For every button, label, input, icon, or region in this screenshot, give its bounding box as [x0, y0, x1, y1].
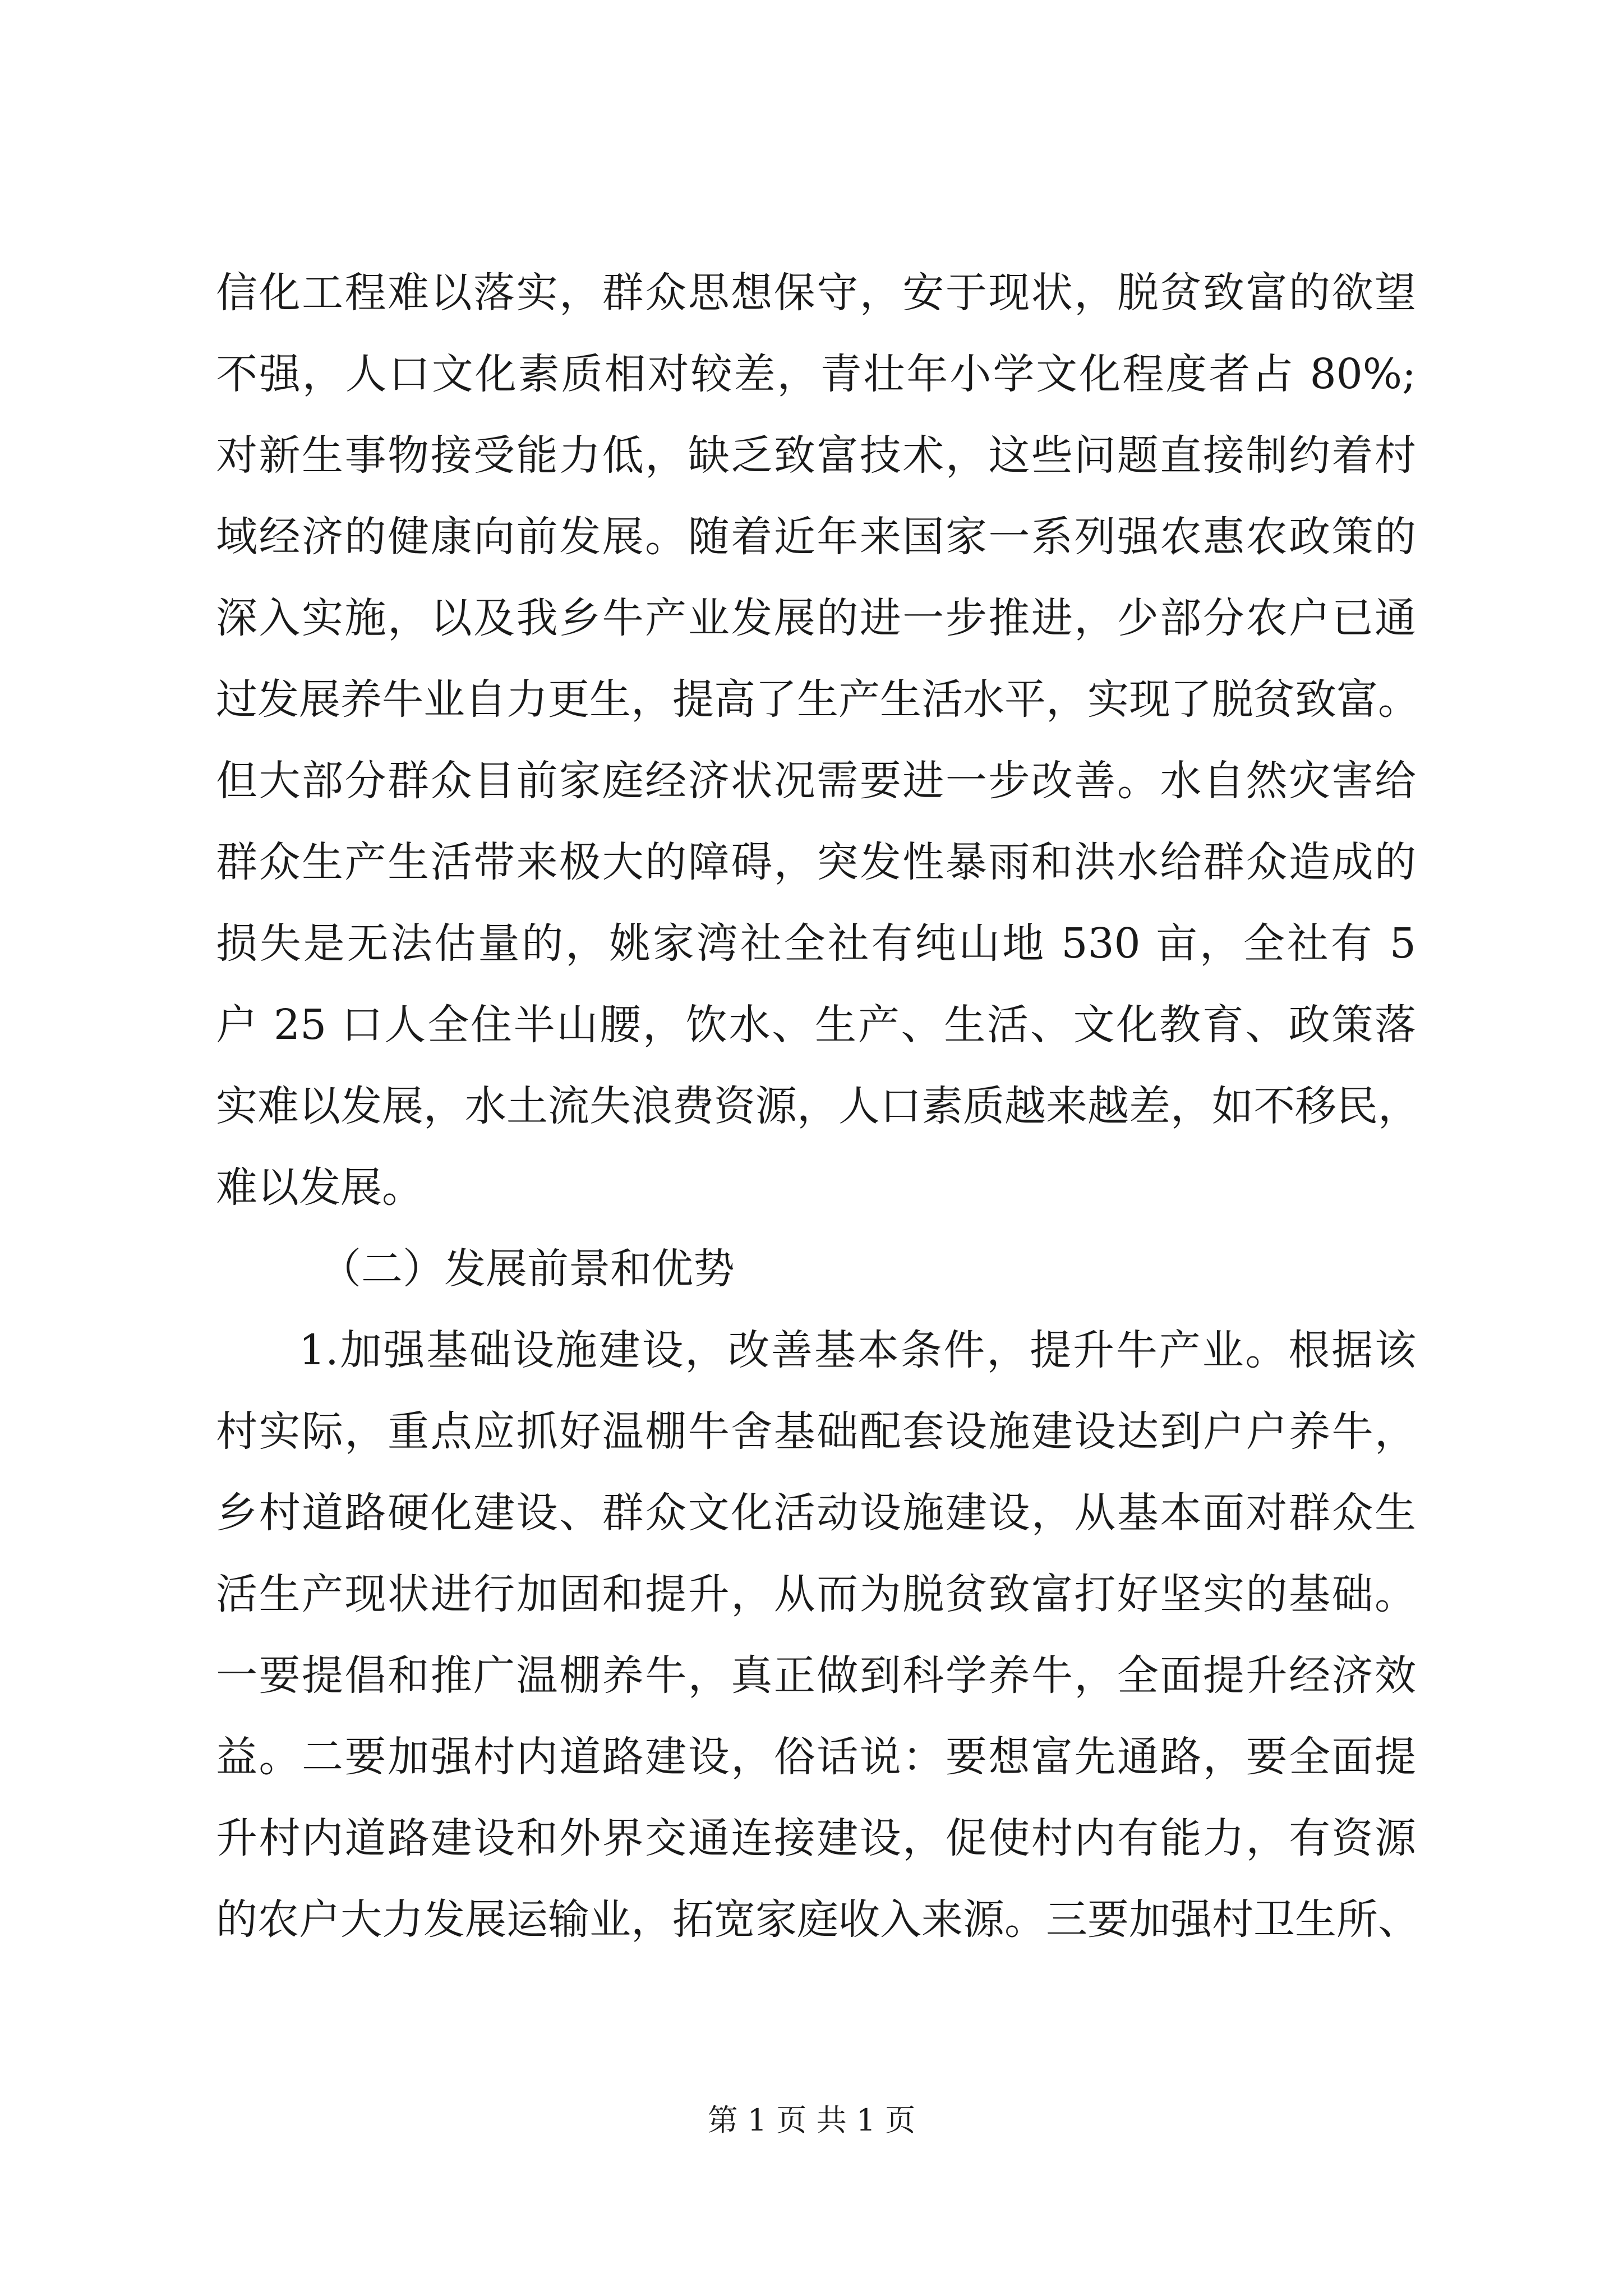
text-line: 活生产现状进行加固和提升，从而为脱贫致富打好坚实的基础。: [216, 1570, 1416, 1618]
text-line: 益。二要加强村内道路建设，俗话说：要想富先通路，要全面提: [216, 1733, 1416, 1781]
text-line: 乡村道路硬化建设、群众文化活动设施建设，从基本面对群众生: [216, 1489, 1416, 1537]
text-line: 1.加强基础设施建设，改善基本条件，提升牛产业。根据该: [299, 1326, 1416, 1374]
text-line: 升村内道路建设和外界交通连接建设，促使村内有能力，有资源: [216, 1814, 1416, 1862]
text-line: 损失是无法估量的，姚家湾社全社有纯山地 530 亩，全社有 5: [216, 919, 1416, 968]
text-line: 群众生产生活带来极大的障碍，突发性暴雨和洪水给群众造成的: [216, 838, 1416, 886]
text-line: 域经济的健康向前发展。随着近年来国家一系列强农惠农政策的: [216, 513, 1416, 561]
text-line: 难以发展。: [216, 1163, 423, 1212]
text-line: 深入实施，以及我乡牛产业发展的进一步推进，少部分农户已通: [216, 594, 1416, 642]
section-heading: （二）发展前景和优势: [320, 1245, 735, 1293]
text-line: 的农户大力发展运输业，拓宽家庭收入来源。三要加强村卫生所、: [216, 1895, 1419, 1944]
text-line: 村实际，重点应抓好温棚牛舍基础配套设施建设达到户户养牛，: [216, 1407, 1416, 1456]
text-line: 信化工程难以落实，群众思想保守，安于现状，脱贫致富的欲望: [216, 269, 1416, 317]
text-line: 一要提倡和推广温棚养牛，真正做到科学养牛，全面提升经济效: [216, 1651, 1416, 1700]
text-line: 不强，人口文化素质相对较差，青壮年小学文化程度者占 80%;: [216, 350, 1416, 398]
text-line: 但大部分群众目前家庭经济状况需要进一步改善。水自然灾害给: [216, 757, 1416, 805]
page-number-footer: 第 1 页 共 1 页: [707, 2102, 916, 2138]
text-line: 对新生事物接受能力低，缺乏致富技术，这些问题直接制约着村: [216, 431, 1416, 480]
text-line: 过发展养牛业自力更生，提高了生产生活水平，实现了脱贫致富。: [216, 675, 1419, 724]
text-line: 户 25 口人全住半山腰，饮水、生产、生活、文化教育、政策落: [216, 1001, 1416, 1049]
text-line: 实难以发展，水土流失浪费资源，人口素质越来越差，如不移民，: [216, 1082, 1419, 1130]
body-text: [216, 252, 1419, 1961]
